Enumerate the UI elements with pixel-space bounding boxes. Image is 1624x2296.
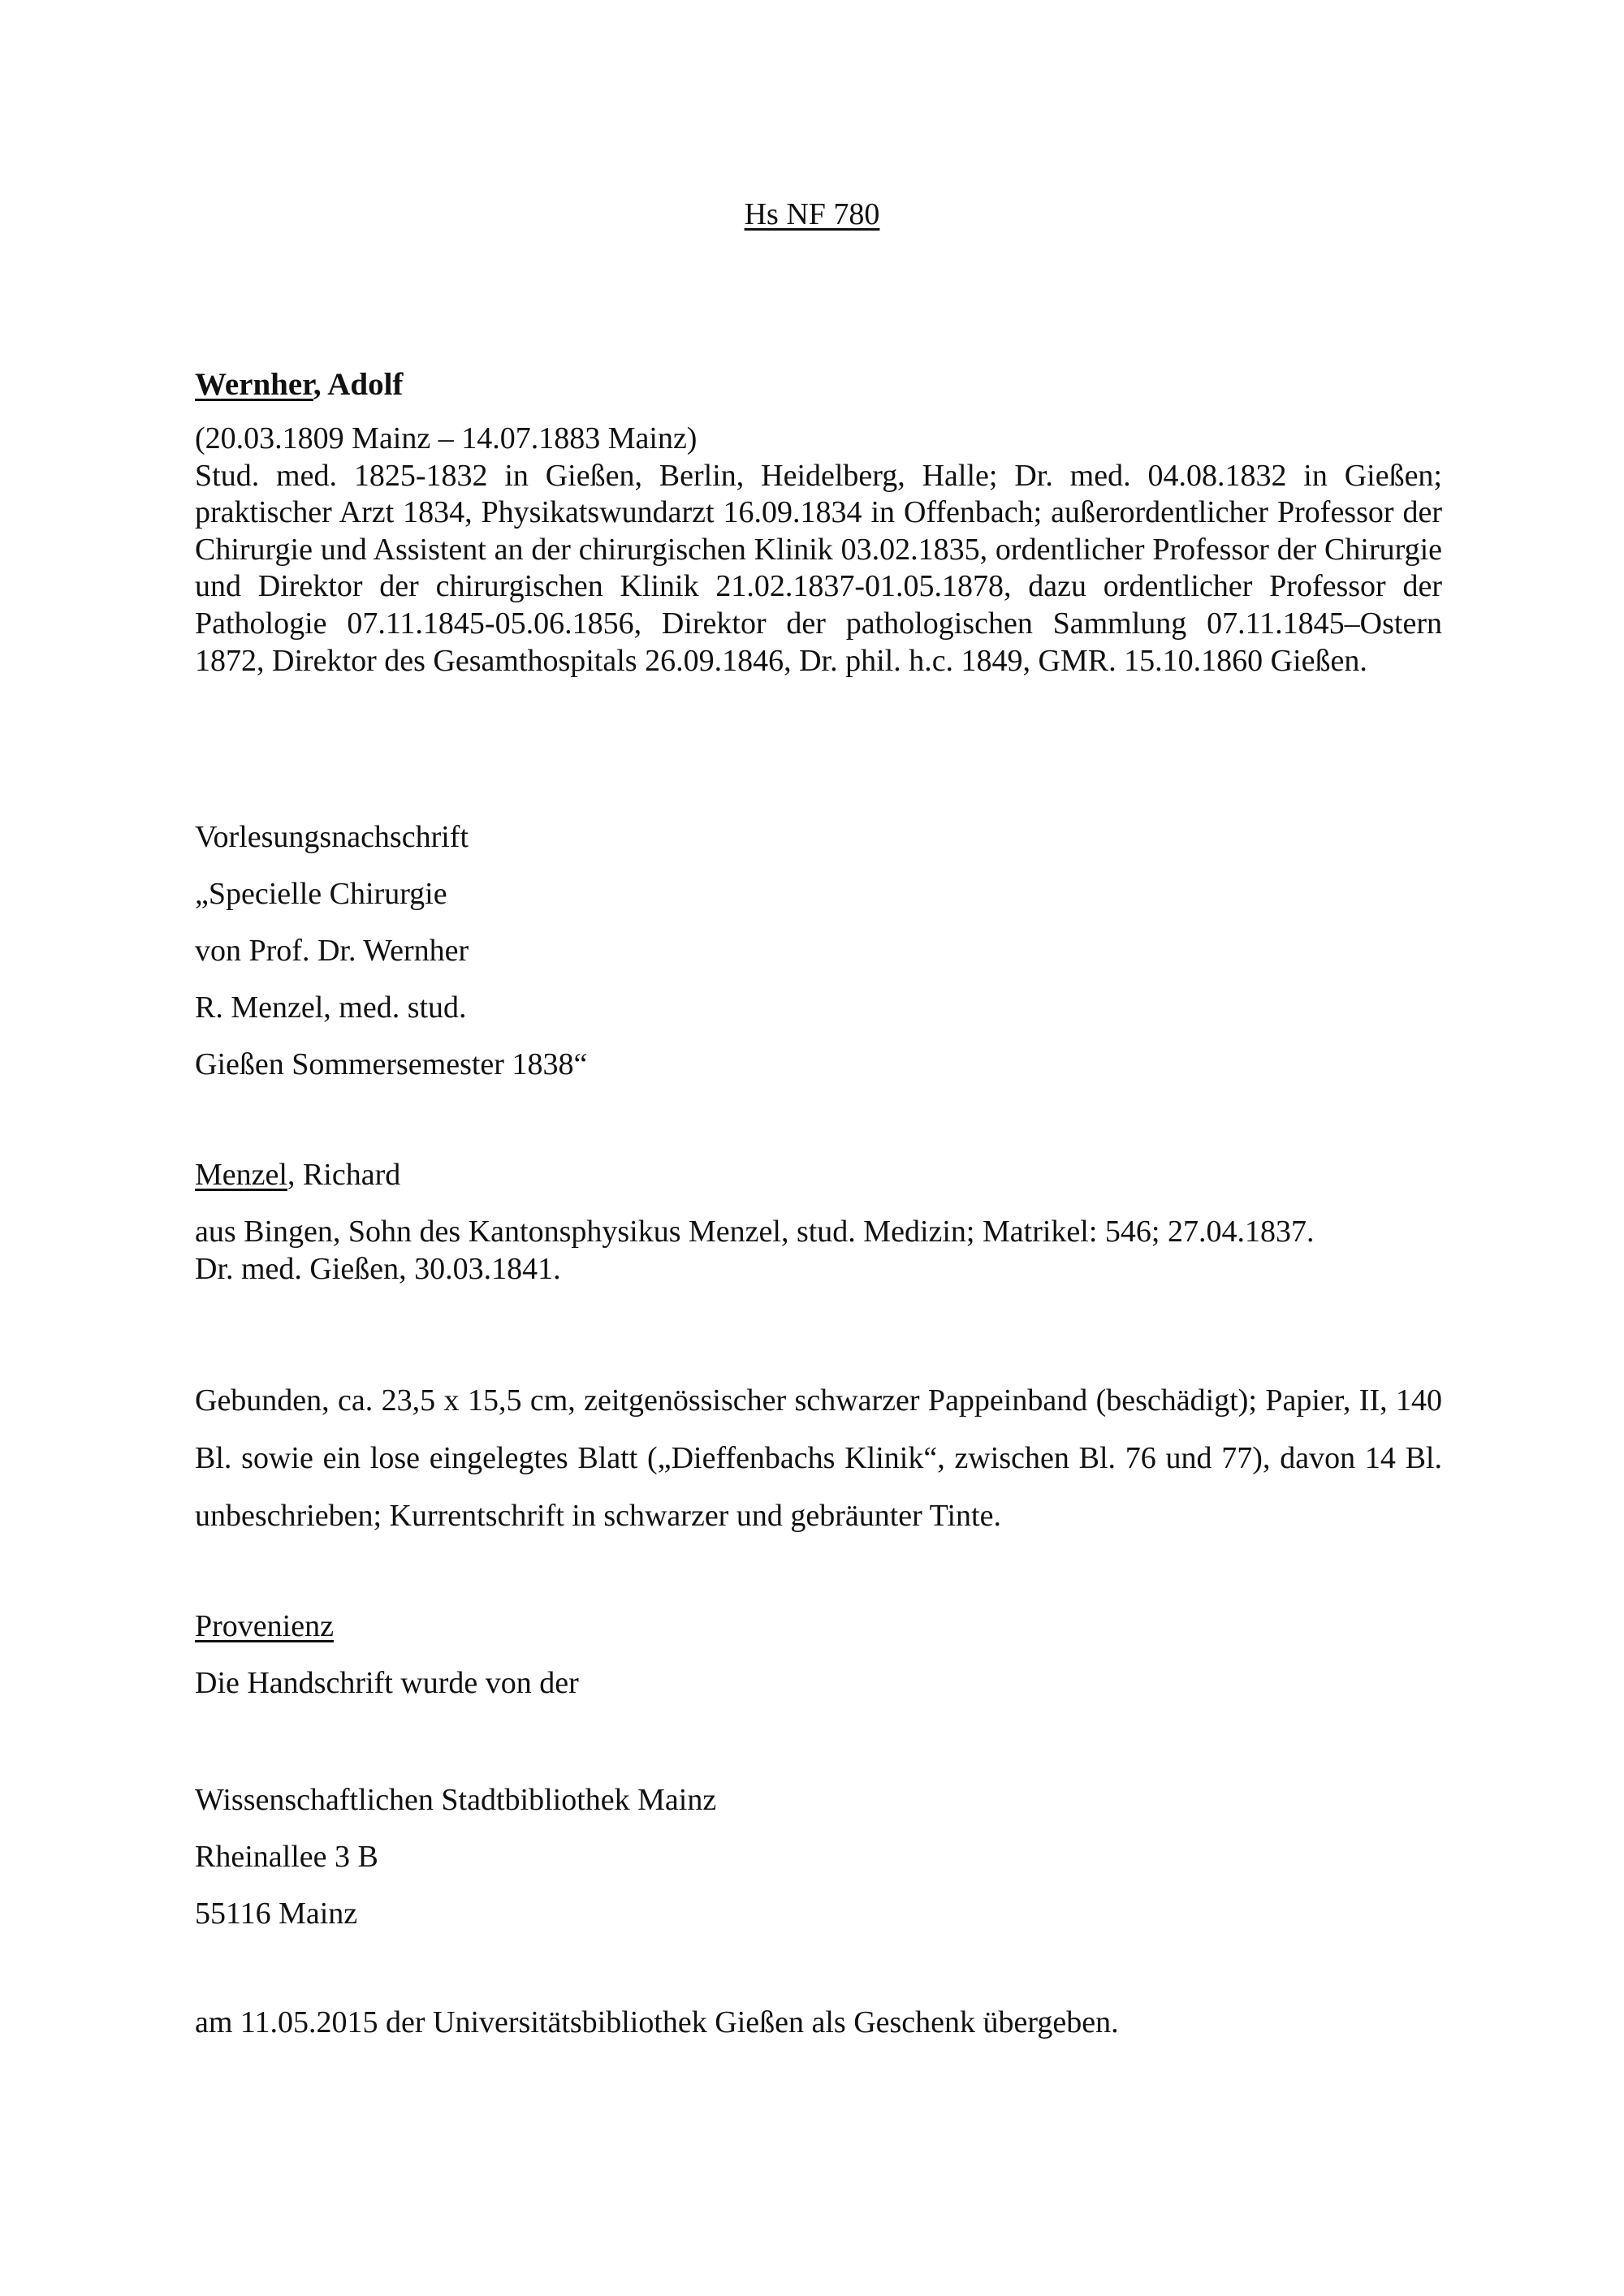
shelfmark-heading: [0, 192, 1624, 237]
author-biography-text: Stud. med. 1825-1832 in Gießen, Berlin, Heidelberg, Halle; Dr. med. 04.08.1832 in Gießen; praktischer Arzt 1834, Physikatswundarzt 16.09.1834 in Offenbach; außerordentlicher Professor der Chirurgie und Assistent an der chirurgischen Klinik 03.02.1835, ordentlicher Professor der Chirurgie und Direktor der chirurgischen Klinik 21.02.1837-01.05.1878, dazu ordentlicher Professor der Pathologie 07.11.1845-05.06.1856, Direktor der pathologischen Sammlung 07.11.1845–Ostern 1872, Direktor des Gesamthospitals 26.09.1846, Dr. phil. h.c. 1849, GMR. 15.10.1860 Gießen.: [195, 458, 1442, 678]
scribe-bio-line: Dr. med. Gießen, 30.03.1841.: [195, 1252, 561, 1286]
address-line: Rheinallee 3 B: [195, 1840, 378, 1874]
title-line: R. Menzel, med. stud.: [195, 990, 467, 1025]
shelfmark-text: Hs NF 780: [744, 197, 880, 231]
address-line: 55116 Mainz: [195, 1897, 358, 1931]
author-given-name: , Adolf: [313, 367, 404, 402]
title-line: von Prof. Dr. Wernher: [195, 934, 469, 968]
author-biography: [195, 421, 1442, 680]
lecture-title-block: [195, 809, 1442, 1093]
author-heading: [195, 362, 1442, 408]
scribe-surname: Menzel: [195, 1158, 287, 1192]
author-dates: (20.03.1809 Mainz – 14.07.1883 Mainz): [195, 421, 698, 455]
provenance-heading-text: Provenienz: [195, 1609, 334, 1643]
scribe-given-name: , Richard: [287, 1158, 401, 1192]
physical-description: Gebunden, ca. 23,5 x 15,5 cm, zeitgenössischer schwarzer Pappeinband (beschädigt); Papier, II, 140 Bl. sowie ein lose eingelegtes Blatt („Dieffenbachs Klinik“, zwischen Bl. 76 und 77), davon 14 Bl. unbeschrieben; Kurrentschrift in schwarzer und gebräunter Tinte.: [195, 1383, 1442, 1533]
scribe-bio-line: aus Bingen, Sohn des Kantonsphysikus Menzel, stud. Medizin; Matrikel: 546; 27.04.1837.: [195, 1215, 1315, 1249]
provenance-heading: [195, 1603, 1442, 1649]
scribe-biography: [195, 1213, 1442, 1288]
title-line: Gießen Sommersemester 1838“: [195, 1047, 588, 1081]
title-line: Vorlesungsnachschrift: [195, 820, 469, 854]
scribe-heading: [195, 1152, 1442, 1198]
provenance-intro: Die Handschrift wurde von der: [195, 1666, 579, 1700]
donor-address: [195, 1772, 1442, 1942]
author-surname: Wernher: [195, 367, 313, 402]
title-line: „Specielle Chirurgie: [195, 877, 447, 911]
address-line: Wissenschaftlichen Stadtbibliothek Mainz: [195, 1783, 717, 1817]
handover-statement: am 11.05.2015 der Universitätsbibliothek Gießen als Geschenk übergeben.: [195, 2005, 1119, 2039]
